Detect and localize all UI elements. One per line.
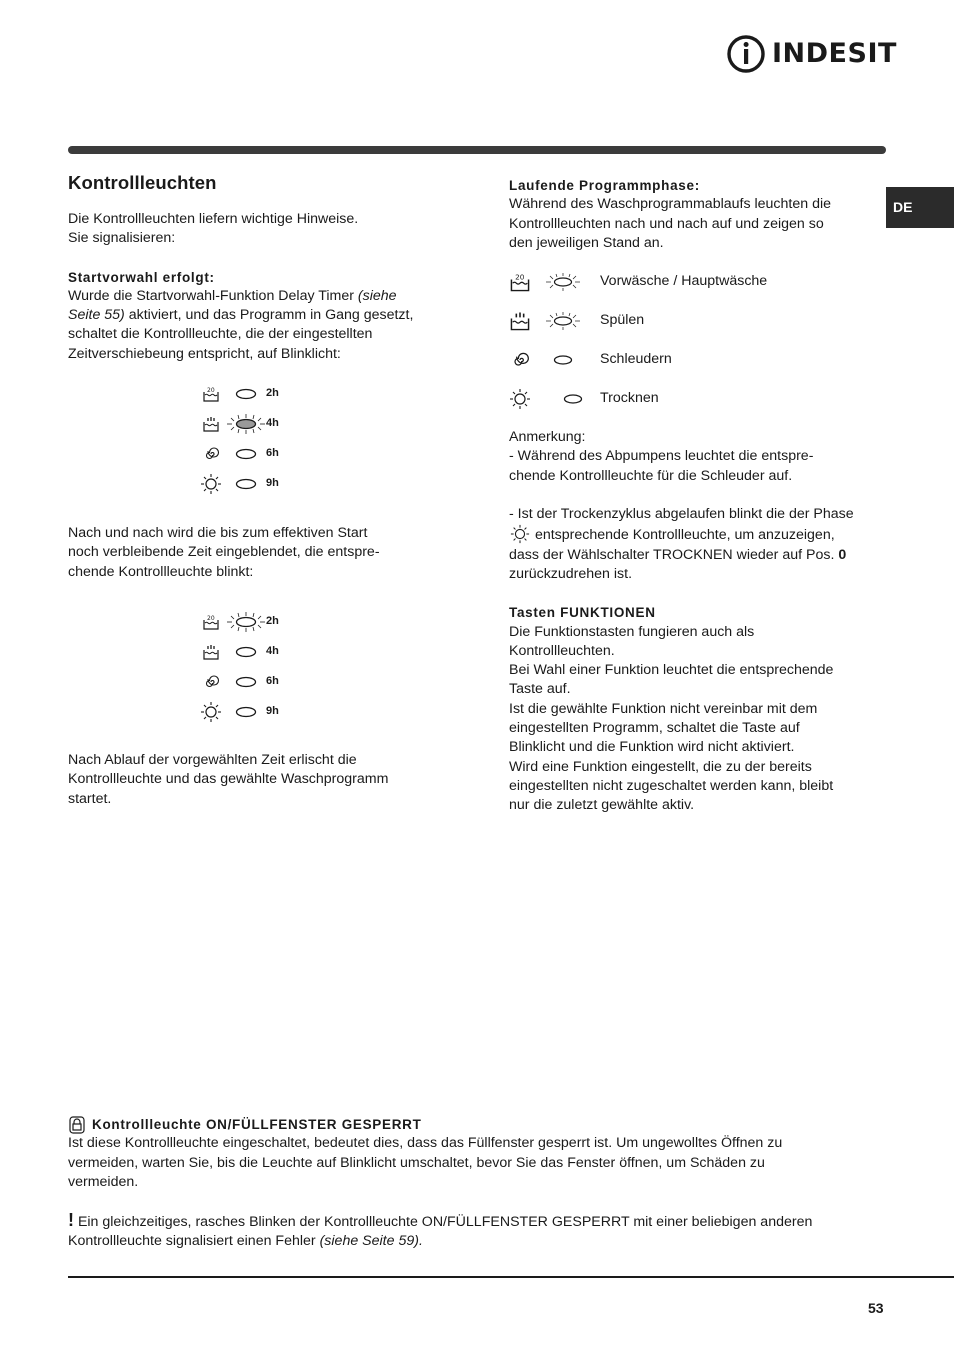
phase-label: Vorwäsche / Hauptwäsche (600, 273, 768, 290)
lamp-off (553, 388, 593, 410)
spin-icon (200, 443, 222, 465)
dry-text-2-body: entsprechende Kontrollleuchte, um anzuzeigen, (531, 527, 835, 544)
delay-row-4h (200, 409, 320, 439)
page-title: Kontrollleuchten (68, 172, 217, 193)
start-text-2 (68, 306, 448, 325)
lamp-blinking (226, 413, 266, 435)
intro-line-1: Die Kontrollleuchten liefern wichtige Hinweise. (68, 211, 359, 227)
end-text-2: Kontrollleuchte und das gewählte Waschprogramm (68, 771, 389, 788)
delay-row-2h (200, 379, 320, 409)
door-lock-section (68, 1115, 868, 1252)
mid-text-3: chende Kontrollleuchte blinkt: (68, 563, 254, 580)
warning-text-2-body: Kontrollleuchte signalisiert einen Fehler (68, 1233, 320, 1250)
start-text-1 (68, 287, 448, 306)
phase-text-3: den jeweiligen Stand an. (509, 234, 664, 251)
end-text-1: Nach Ablauf der vorgewählten Zeit erlischt die (68, 751, 357, 768)
lock-text-2: vermeiden, warten Sie, bis die Leuchte auf Blinklicht umschaltet, bevor Sie das Fenster öffnen, um Schäden zu (68, 1154, 765, 1171)
phase-label: Spülen (600, 312, 645, 329)
delay-row-6h (200, 439, 320, 469)
dry-sun-icon (200, 701, 222, 723)
delay-time-label: 6h (266, 675, 279, 688)
dry-text-1: - Ist der Trockenzyklus abgelaufen blinkt die der Phase (509, 506, 854, 523)
start-text-1a: Wurde die Startvorwahl-Funktion Delay Timer (68, 287, 358, 304)
phase-label: Trocknen (600, 390, 659, 407)
delay-row-4h (200, 637, 320, 667)
dry-text-3 (509, 546, 869, 565)
lamp-off (226, 473, 266, 495)
delay-time-label: 6h (266, 447, 279, 460)
delay-time-label: 2h (266, 387, 279, 400)
rinse-icon (509, 309, 531, 333)
lock-text-3: vermeiden. (68, 1173, 139, 1190)
start-text-4: Zeitverschiebeung entspricht, auf Blinklicht: (68, 345, 341, 362)
lamp-off (226, 383, 266, 405)
warning-text-1-body: Ein gleichzeitiges, rasches Blinken der Kontrollleuchte ON/FÜLLFENSTER GESPERRT mit einer beliebigen anderen (74, 1214, 813, 1231)
rinse-icon (200, 413, 222, 435)
func-text-3: Bei Wahl einer Funktion leuchtet die entsprechende (509, 662, 834, 679)
warning-page-ref: (siehe Seite 59). (319, 1233, 423, 1250)
left-column (68, 171, 448, 809)
phase-row-dry (509, 379, 869, 418)
functions-heading: Tasten FUNKTIONEN (509, 605, 656, 621)
brand-wordmark: INDESIT (772, 38, 897, 69)
delay-time-label: 9h (266, 705, 279, 718)
delay-row-2h (200, 607, 320, 637)
dry-sun-icon (509, 387, 531, 411)
delay-row-9h (200, 469, 320, 499)
dry-sun-icon (200, 473, 222, 495)
func-text-8: Wird eine Funktion eingestellt, die zu der bereits (509, 758, 812, 775)
lamp-off (226, 443, 266, 465)
dry-sun-icon (509, 524, 531, 544)
note-label: Anmerkung: (509, 429, 586, 446)
delay-row-6h (200, 667, 320, 697)
lamp-off (226, 701, 266, 723)
page-number: 53 (868, 1300, 884, 1316)
func-text-6: eingestellten Programm, schaltet die Taste auf (509, 720, 800, 737)
func-text-10: nur die zuletzt gewählte aktiv. (509, 797, 695, 814)
dry-text-2 (509, 524, 869, 545)
note-text-2: chende Kontrollleuchte für die Schleuder auf. (509, 467, 793, 484)
mid-text-1: Nach und nach wird die bis zum effektiven Start (68, 525, 368, 542)
spin-icon (200, 671, 222, 693)
func-text-4: Taste auf. (509, 681, 571, 698)
phase-heading: Laufende Programmphase: (509, 178, 700, 193)
svg-text:20: 20 (515, 272, 525, 282)
func-text-1: Die Funktionstasten fungieren auch als (509, 623, 755, 640)
prewash-icon (200, 383, 222, 405)
phase-text-2: Kontrollleuchten nach und nach auf und zeigen so (509, 215, 824, 232)
spin-icon (509, 348, 531, 372)
delay-indicator-block-2 (200, 607, 320, 727)
note-text-1: - Während des Abpumpens leuchtet die entspre- (509, 448, 814, 465)
language-tab: DE (886, 187, 954, 228)
intro-line-2: Sie signalisieren: (68, 230, 176, 247)
delay-row-9h (200, 697, 320, 727)
end-text-3: startet. (68, 790, 112, 807)
start-ref-b: Seite 55) (68, 307, 125, 324)
warning-text-2 (68, 1232, 868, 1251)
lock-heading-text: Kontrollleuchte ON/FÜLLFENSTER GESPERRT (92, 1117, 422, 1132)
delay-time-label: 4h (266, 417, 279, 430)
bottom-divider (68, 1276, 954, 1278)
phase-row-rinse (509, 301, 869, 340)
right-column (509, 176, 869, 816)
start-text-2b: aktiviert, und das Programm in Gang gesetzt, (124, 307, 414, 324)
lamp-off (226, 671, 266, 693)
phase-row-wash (509, 262, 869, 301)
dry-text-3-body: dass der Wählschalter TROCKNEN wieder auf Pos. (509, 546, 839, 563)
brand-i-icon (726, 34, 766, 74)
lock-text-1: Ist diese Kontrollleuchte eingeschaltet, bedeutet dies, dass das Füllfenster gesperrt ist. Um ungewolltes Öffnen zu (68, 1135, 783, 1152)
phase-label: Schleudern (600, 351, 672, 368)
svg-text:20: 20 (207, 614, 215, 622)
lamp-off (543, 349, 583, 371)
lamp-off (226, 641, 266, 663)
warning-text-1 (68, 1211, 868, 1232)
delay-time-label: 4h (266, 645, 279, 658)
func-text-9: eingestellten nicht zugeschaltet werden kann, bleibt (509, 777, 834, 794)
start-heading: Startvorwahl erfolgt: (68, 269, 215, 285)
prewash-icon (200, 611, 222, 633)
lock-icon (68, 1116, 86, 1134)
dry-text-4: zurückzudrehen ist. (509, 565, 633, 582)
mid-text-2: noch verbleibende Zeit eingeblendet, die entspre- (68, 544, 380, 561)
rinse-icon (200, 641, 222, 663)
delay-indicator-block-1 (200, 379, 320, 499)
start-text-3: schaltet die Kontrollleuchte, die der eingestellten (68, 326, 373, 343)
delay-time-label: 9h (266, 477, 279, 490)
lamp-blinking (543, 310, 583, 332)
lock-heading (68, 1115, 868, 1134)
warning-icon: ! (68, 1210, 74, 1231)
dry-position-zero: 0 (838, 546, 847, 563)
func-text-2: Kontrollleuchten. (509, 642, 615, 659)
svg-text:20: 20 (207, 387, 215, 395)
func-text-5: Ist die gewählte Funktion nicht vereinbar mit dem (509, 700, 818, 717)
func-text-7: Blinklicht und die Funktion wird nicht aktiviert. (509, 739, 795, 756)
start-ref-a: (siehe (357, 287, 397, 304)
phase-text-1: Während des Waschprogrammablaufs leuchten die (509, 196, 832, 213)
top-divider (68, 146, 886, 154)
prewash-icon (509, 270, 531, 294)
delay-time-label: 2h (266, 615, 279, 628)
lamp-blinking (226, 611, 266, 633)
phase-row-spin (509, 340, 869, 379)
lamp-blinking (543, 271, 583, 293)
indesit-logo (726, 34, 897, 74)
